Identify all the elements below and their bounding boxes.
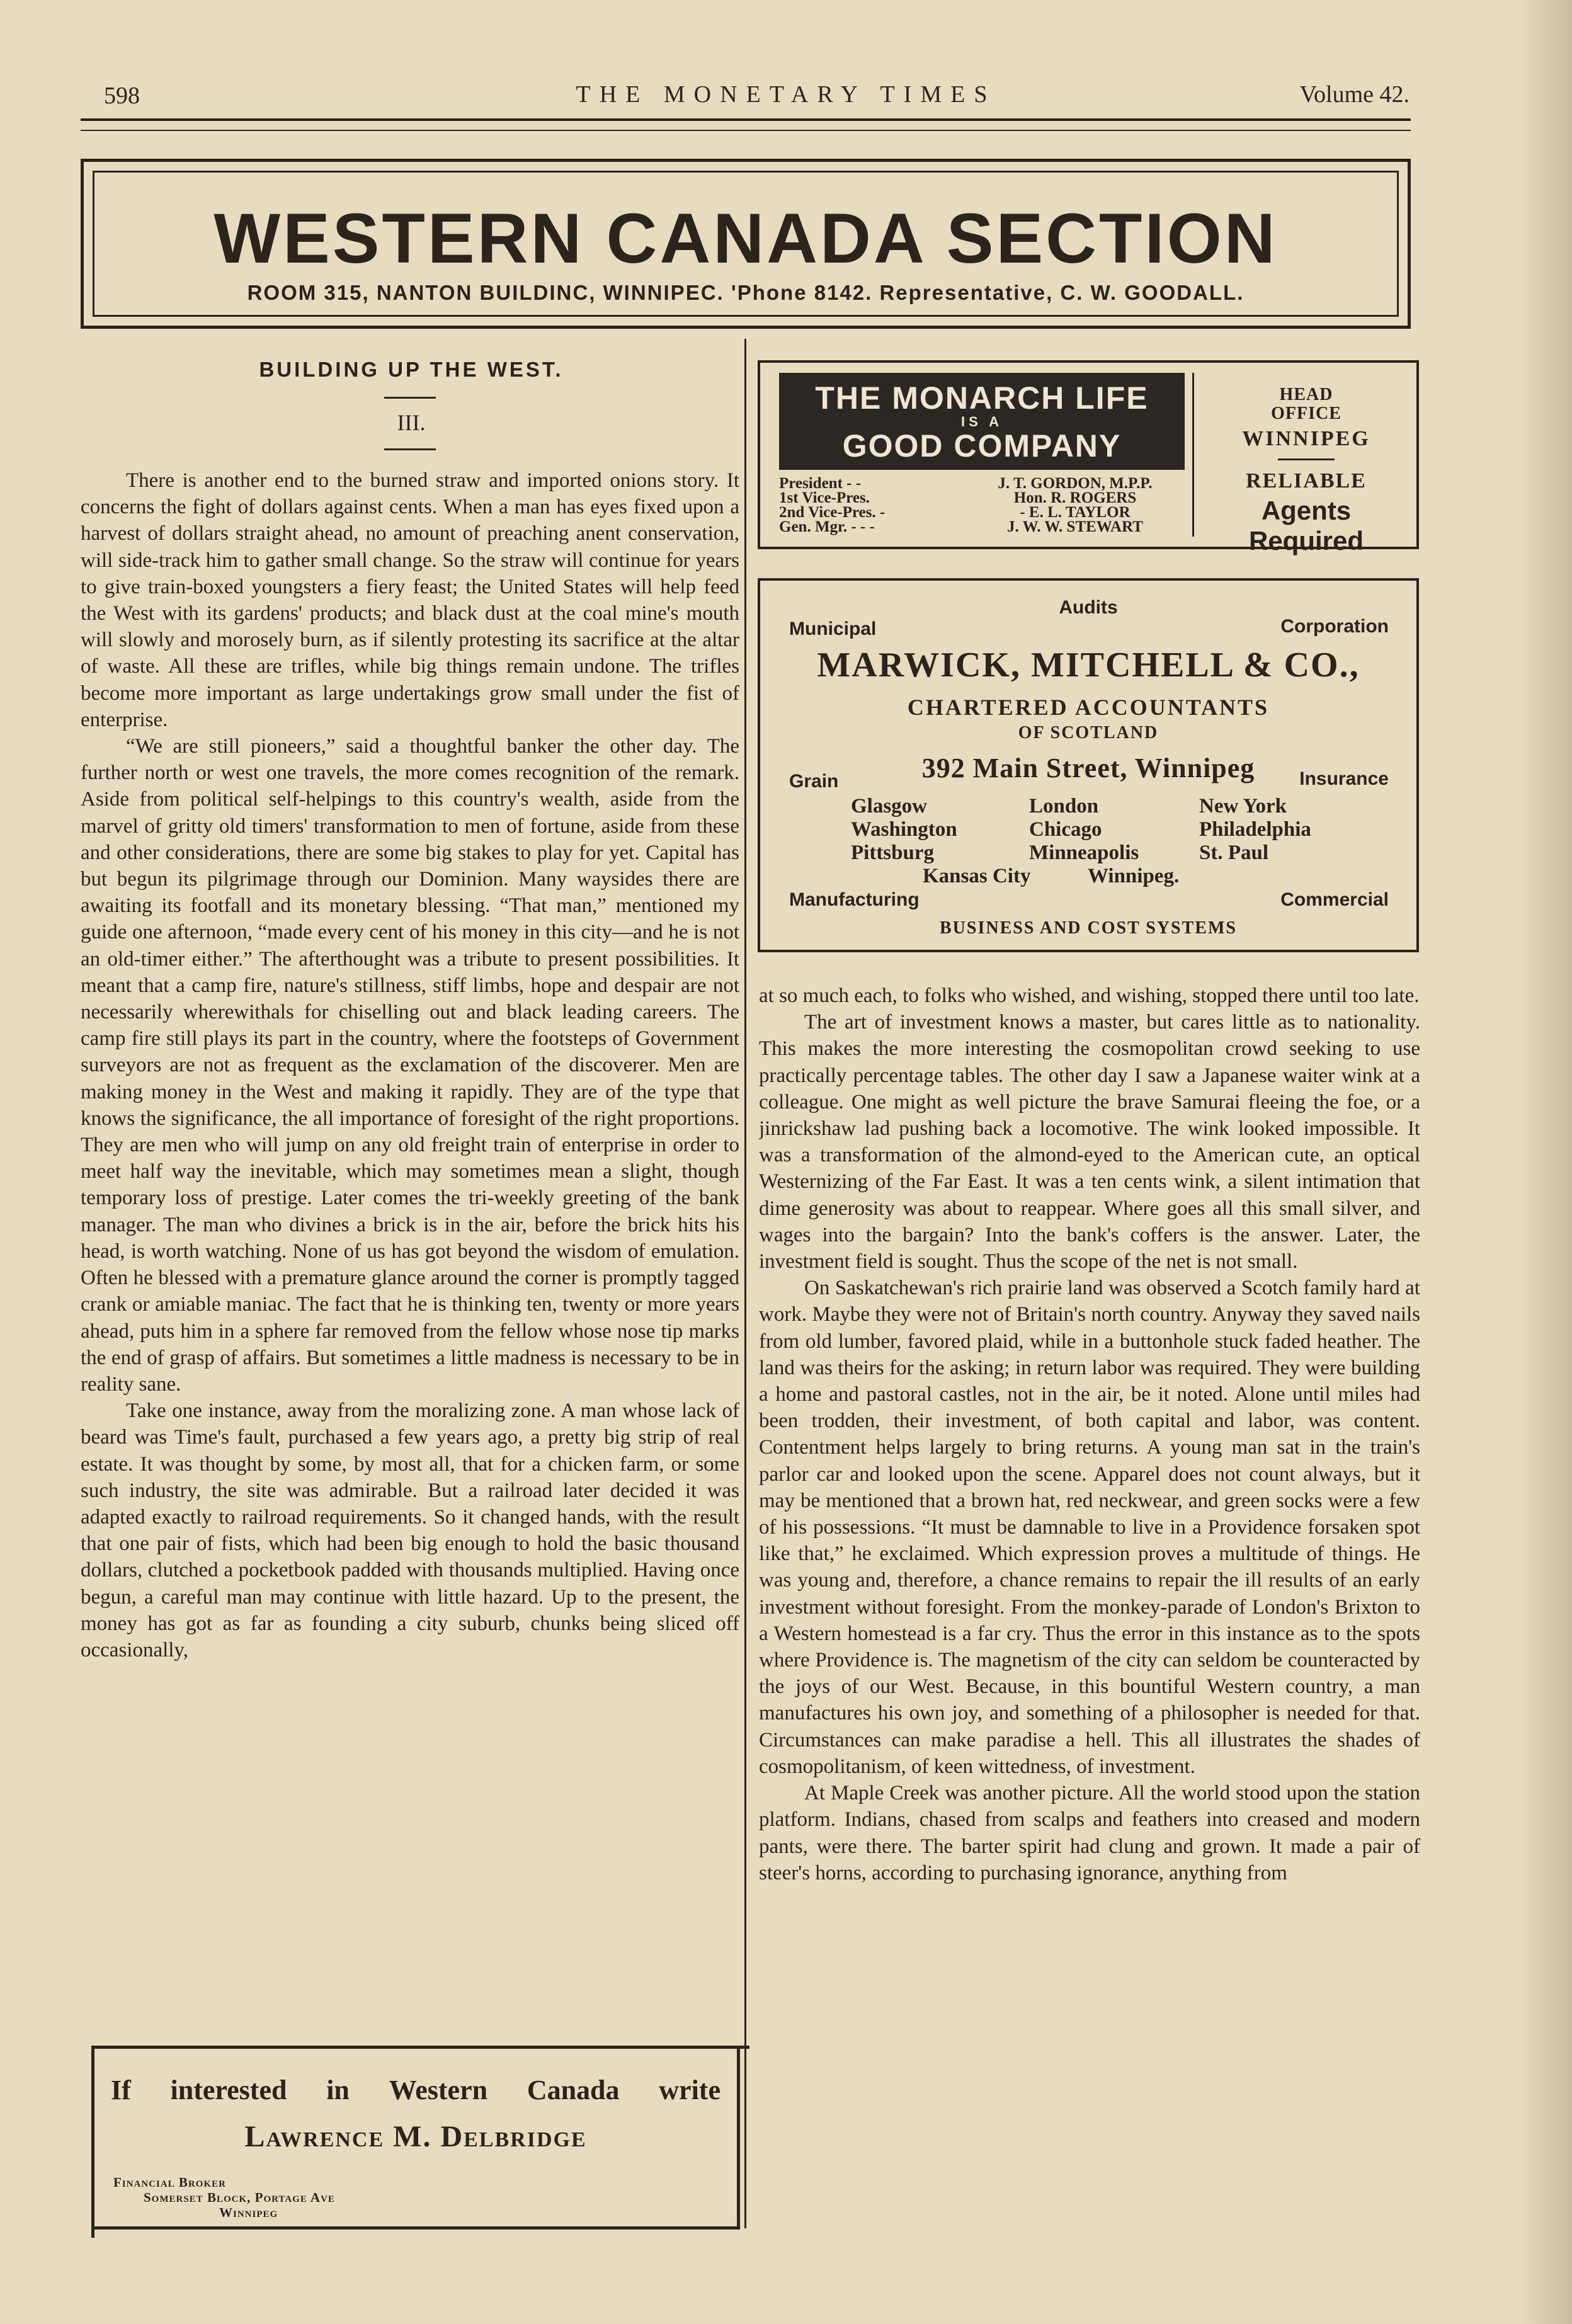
banner-subtitle: ROOM 315, NANTON BUILDINC, WINNIPEC. 'Phone 8142. Representative, C. W. GOODALL. xyxy=(247,281,1244,304)
commercial-label: Commercial xyxy=(1280,889,1389,910)
headline-word: Western xyxy=(389,2075,488,2105)
article-part-number: III. xyxy=(397,410,426,435)
office-city: Minneapolis xyxy=(1029,841,1139,864)
delbridge-headline xyxy=(111,2074,720,2106)
delbridge-ad xyxy=(91,2046,749,2238)
headline-word: If xyxy=(111,2075,131,2105)
banner-title: WESTERN CANADA SECTION xyxy=(214,199,1278,278)
office-city: Washington xyxy=(851,818,957,841)
monarch-logo xyxy=(779,373,1185,470)
volume-label: Volume 42. xyxy=(1299,81,1410,108)
officer-row xyxy=(779,476,1182,491)
article-paragraph: There is another end to the burned straw and imported onions story. It concerns the fight of dollars against cents. When a man has eyes fixed upon a harvest of dollars straight ahead, no amount of preaching anent conservation, will side-track him to gather small change. So the straw will continue for years to give train-boxed youngsters a fiery feast; the United States will help feed the West with its gardens' products; and black dust at the coal mine's mouth will slowly and morosely burn, as if silently protesting its sacrifice at the altar of waste. All these are trifles, while big things remain undone. The trifles become more important as large undertakings grow small under the fist of enterprise. xyxy=(81,469,739,731)
office-city: New York xyxy=(1199,795,1287,817)
part-rule xyxy=(384,448,436,450)
office-city: St. Paul xyxy=(1199,841,1269,864)
broker-address: Somerset Block, Portage Ave xyxy=(144,2190,335,2205)
monarch-life-ad xyxy=(758,360,1419,555)
article-paragraph: “We are still pioneers,” said a thoughtful banker the other day. The further north or west one travels, the more comes recognition of the remark. Aside from political self-helpings to this country's wealth, aside from the marvel of gritty old timers' transformation to men of fortune, aside from these and other considerations, there are some big stakes to play for yet. Capital has but begun its pilgrimage through our Dominion. Many waysides there are awaiting its footfall and its monetary blessing. “That man,” mentioned my guide one afternoon, “made every cent of his money in this city—and he is not an old-timer either.” The afterthought was a tribute to present possibilities. It meant that a camp fire, nature's stillness, stiff limbs, hope and despair are not necessarily wherewithals for chiselling out and black leading careers. The camp fire still plays its part in the country, where the footsteps of Government surveyors are not as frequent as the exclamation of the discoverer. Men are making money in the West and making it rapidly. They are of the type that knows the significance, the all importance of foresight of the right proportions. They are men who will jump on any old freight train of enterprise in order to meet half way the inevitable, which may sometimes mean a slight, though temporary loss of prestige. Later comes the tri-weekly greeting of the bank manager. The man who divines a brick is in the air, before the brick hits his head, is worth watching. None of us has got beyond the wisdom of emulation. Often he blessed with a premature glance around the corner is promptly tagged crank or amiable maniac. The fact that he is thinking ten, twenty or more years ahead, puts him in a sphere far removed from the fellow whose nose tip marks the end of grasp of affairs. But sometimes a little madness is necessary to be in reality sane. xyxy=(81,735,739,1396)
delbridge-inner-frame xyxy=(94,2049,740,2230)
article-column-1 xyxy=(81,467,739,2017)
monarch-divider xyxy=(1192,373,1194,537)
article-paragraph: At Maple Creek was another picture. All the world stood upon the station platform. Indians, chased from scalps and feathers into creased and modern pants, were there. The barter spirit had clung and grown. It made a pair of steer's horns, according to purchasing ignorance, anything from xyxy=(759,1782,1420,1884)
officer-title: President - - xyxy=(779,475,862,492)
monarch-line-3: GOOD COMPANY xyxy=(842,428,1122,464)
page-number: 598 xyxy=(104,83,140,109)
officer-list xyxy=(779,476,1182,534)
monarch-line-1: THE MONARCH LIFE xyxy=(815,380,1149,416)
of-scotland-label: OF SCOTLAND xyxy=(1018,723,1159,743)
chartered-accountants-label: CHARTERED ACCOUNTANTS xyxy=(907,695,1270,720)
agents-required-label: Agents Required xyxy=(1248,496,1364,555)
header-rule-1 xyxy=(81,118,1411,121)
head-office-line-2: OFFICE xyxy=(1271,404,1341,423)
headline-word: write xyxy=(659,2075,720,2105)
article-heading: BUILDING UP THE WEST. xyxy=(259,358,564,381)
corporation-label: Corporation xyxy=(1280,616,1389,637)
municipal-label: Municipal xyxy=(789,618,877,639)
audits-label: Audits xyxy=(1059,597,1118,618)
article-paragraph: On Saskatchewan's rich prairie land was observed a Scotch family hard at work. Maybe they were not of Britain's north country. Anyway they saved nails from old lumber, favored plaid, while in a buttonhole stuck faded heather. The land was theirs for the asking; in return labor was required. They were building a home and pastoral castles, not in the air, be it noted. Alone until miles had been trodden, their investment, of both capital and labor, was content. Contentment helps largely to bring returns. A young man sat in the train's parlor car and looked upon the scene. Apparel does not count always, but it may be mentioned that a brown hat, red neckwear, and green socks were a few of his possessions. “It must be damnable to live in a Providence forsaken spot like that,” he exclaimed. Which expression proves a multitude of things. He was young and, therefore, a chance remains to repair the ill results of an early investment without foresight. From the monkey-parade of London's Brixton to a Western homestead is a far cry. Thus the error in this instance as to the spots where Providence is. The magnetism of the city can seldom be counteracted by the joys of our West. Because, in this bountiful Western country, a man manufactures his own joy, and something of a philosopher is needed for that. Circumstances can make paradise a hell. This all illustrates the shades of cosmopolitanism, of keen wittedness, of investment. xyxy=(759,1277,1420,1778)
officer-name: Hon. R. ROGERS xyxy=(1013,489,1137,506)
page-edge-shadow xyxy=(1518,0,1572,2324)
article-paragraph: The art of investment knows a master, but cares little as to nationality. This makes the more interesting the cosmopolitan crowd seeking to use practically percentage tables. The other day I saw a Japanese waiter wink at a colleague. One might as well picture the brave Samurai fleeing the foe, or a jinrickshaw lad pushing back a locomotive. The wink looked impossible. It was a transformation of the almond-eyed to the American cute, an optical Westernizing of the Far East. It was a ten cents wink, a silent intimation that dime generosity was about to reappear. Where goes all this small silver, and wages into the bargain? Into the bank's coffers is the answer. Later, the investment field is sought. Thus the scope of the net is not small. xyxy=(759,1011,1420,1273)
officer-title: 2nd Vice-Pres. - xyxy=(779,504,886,521)
office-city: Philadelphia xyxy=(1199,818,1311,841)
office-city: Winnipeg. xyxy=(1088,865,1180,887)
office-city: Pittsburg xyxy=(851,841,934,864)
officer-row xyxy=(779,505,1182,520)
headline-word: Canada xyxy=(527,2075,620,2105)
article-column-2 xyxy=(759,983,1420,2255)
article-paragraph: at so much each, to folks who wished, and wishing, stopped there until too late. xyxy=(759,984,1420,1007)
headline-word: interested xyxy=(170,2075,287,2105)
heading-rule xyxy=(384,397,436,399)
office-city: London xyxy=(1029,795,1099,817)
insurance-label: Insurance xyxy=(1299,768,1389,789)
officer-title: 1st Vice-Pres. xyxy=(779,489,870,506)
reliable-label: RELIABLE xyxy=(1246,469,1367,493)
manufacturing-label: Manufacturing xyxy=(789,889,920,910)
officer-row xyxy=(779,520,1182,534)
column-divider xyxy=(744,339,746,2228)
officer-title: Gen. Mgr. - - - xyxy=(779,518,875,535)
banner-inner-frame xyxy=(93,171,1399,317)
monarch-line-2: IS A xyxy=(961,414,1003,430)
head-office-line-1: HEAD xyxy=(1279,385,1333,404)
grain-label: Grain xyxy=(789,771,839,792)
marwick-mitchell-ad xyxy=(758,578,1419,952)
firm-address: 392 Main Street, Winnipeg xyxy=(921,753,1255,783)
headline-word: in xyxy=(326,2075,350,2105)
broker-city: Winnipeg xyxy=(219,2205,278,2220)
office-city: Kansas City xyxy=(923,865,1031,887)
office-city: Glasgow xyxy=(851,795,928,817)
head-office-city: WINNIPEG xyxy=(1242,427,1370,450)
broker-name: Lawrence M. Delbridge xyxy=(244,2120,587,2153)
officer-row xyxy=(779,491,1182,505)
officer-name: - E. L. TAYLOR xyxy=(1020,504,1131,521)
section-banner xyxy=(81,159,1411,329)
officer-name: J. W. W. STEWART xyxy=(1007,518,1143,535)
article-paragraph: Take one instance, away from the moralizing zone. A man whose lack of beard was Time's fault, purchased a few years ago, a pretty big strip of real estate. It was thought by some, by most all, that for a chicken farm, or some such industry, the site was admirable. But a railroad later decided it was adapted exactly to railroad requirements. So it changed hands, with the result that one pair of fists, which had been big enough to hold the basic thousand dollars, clutched a pocketbook padded with thousands multiplied. Having once begun, a careful man may continue with little hazard. Up to the present, the money has got as far as founding a city suburb, chunks being sliced off occasionally, xyxy=(81,1399,739,1661)
officer-name: J. T. GORDON, M.P.P. xyxy=(998,475,1153,492)
office-city: Chicago xyxy=(1029,818,1102,841)
firm-name: MARWICK, MITCHELL & CO., xyxy=(817,646,1360,685)
publication-title: THE MONETARY TIMES xyxy=(576,81,996,108)
broker-title: Financial Broker xyxy=(113,2175,226,2190)
business-systems-label: BUSINESS AND COST SYSTEMS xyxy=(940,918,1237,938)
monarch-short-rule xyxy=(1278,459,1335,460)
header-rule-2 xyxy=(81,130,1411,131)
monarch-head-office xyxy=(1201,385,1411,556)
